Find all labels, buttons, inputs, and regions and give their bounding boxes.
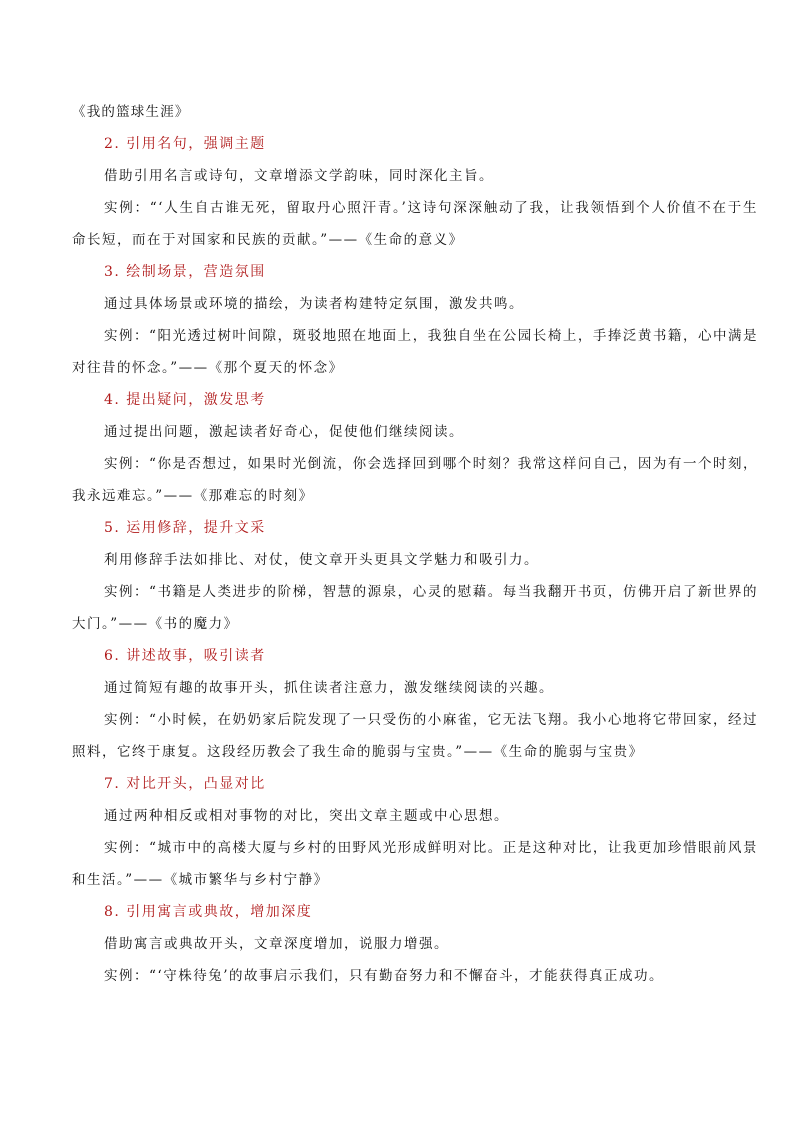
- section-example: 实例：“小时候，在奶奶家后院发现了一只受伤的小麻雀，它无法飞翔。我小心地将它带回家，经过照料，它终于康复。这段经历教会了我生命的脆弱与宝贵。”——《生命的脆弱与宝贵》: [72, 712, 758, 760]
- section-description: 通过两种相反或相对事物的对比，突出文章主题或中心思想。: [104, 808, 509, 824]
- section-heading: 2. 引用名句，强调主题: [104, 136, 266, 152]
- section-4: [72, 384, 758, 512]
- section-heading: 8. 引用寓言或典故，增加深度: [104, 904, 313, 920]
- section-heading: 6. 讲述故事，吸引读者: [104, 648, 266, 664]
- section-5: [72, 512, 758, 640]
- section-heading: 7. 对比开头，凸显对比: [104, 776, 266, 792]
- section-example: 实例：“‘守株待兔’的故事启示我们，只有勤奋努力和不懈奋斗，才能获得真正成功。: [104, 968, 664, 984]
- section-heading: 4. 提出疑问，激发思考: [104, 392, 266, 408]
- section-7: [72, 768, 758, 896]
- section-example: 实例：“书籍是人类进步的阶梯，智慧的源泉，心灵的慰藉。每当我翻开书页，仿佛开启了新世界的大门。”——《书的魔力》: [72, 584, 758, 632]
- section-description: 借助引用名言或诗句，文章增添文学韵味，同时深化主旨。: [104, 168, 494, 184]
- section-6: [72, 640, 758, 768]
- section-3: [72, 256, 758, 384]
- section-8: [72, 896, 758, 992]
- section-example: 实例：“阳光透过树叶间隙，斑驳地照在地面上，我独自坐在公园长椅上，手捧泛黄书籍，心中满是对往昔的怀念。”——《那个夏天的怀念》: [72, 328, 758, 376]
- book-title-line: 《我的篮球生涯》: [72, 104, 190, 120]
- section-description: 通过具体场景或环境的描绘，为读者构建特定氛围，激发共鸣。: [104, 296, 524, 312]
- section-heading: 5. 运用修辞，提升文采: [104, 520, 266, 536]
- section-example: 实例：“‘人生自古谁无死，留取丹心照汗青。’这诗句深深触动了我，让我领悟到个人价值不在于生命长短，而在于对国家和民族的贡献。”——《生命的意义》: [72, 200, 758, 248]
- section-description: 通过简短有趣的故事开头，抓住读者注意力，激发继续阅读的兴趣。: [104, 680, 554, 696]
- section-2: [72, 128, 758, 256]
- section-description: 通过提出问题，激起读者好奇心，促使他们继续阅读。: [104, 424, 464, 440]
- section-example: 实例：“你是否想过，如果时光倒流，你会选择回到哪个时刻？我常这样问自己，因为有一个时刻，我永远难忘。”——《那难忘的时刻》: [72, 456, 758, 504]
- section-description: 借助寓言或典故开头，文章深度增加，说服力增强。: [104, 936, 449, 952]
- section-example: 实例：“城市中的高楼大厦与乡村的田野风光形成鲜明对比。正是这种对比，让我更加珍惜眼前风景和生活。”——《城市繁华与乡村宁静》: [72, 840, 758, 888]
- section-heading: 3. 绘制场景，营造氛围: [104, 264, 266, 280]
- section-description: 利用修辞手法如排比、对仗，使文章开头更具文学魅力和吸引力。: [104, 552, 539, 568]
